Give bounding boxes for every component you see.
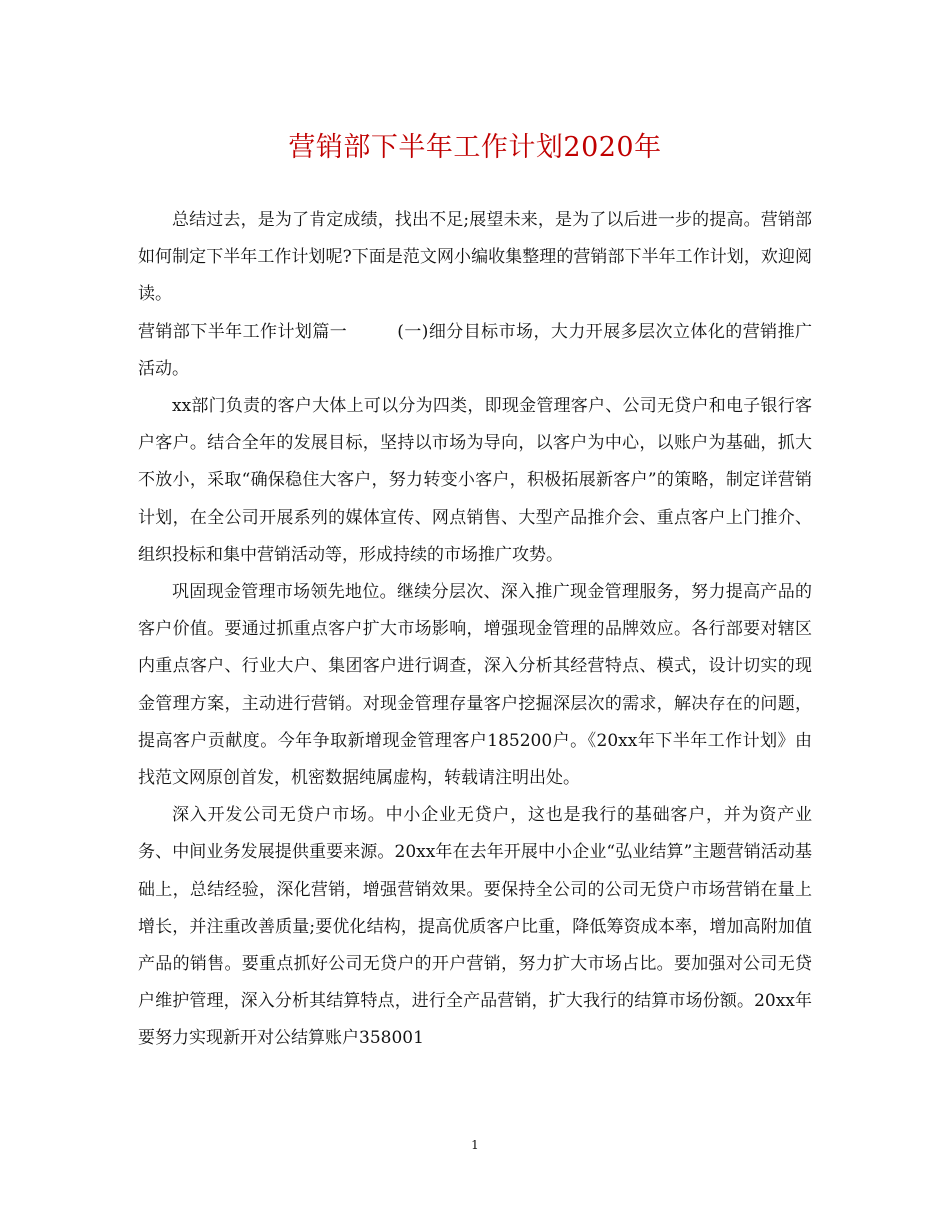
cash-management-paragraph: 巩固现金管理市场领先地位。继续分层次、深入推广现金管理服务，努力提高产品的客户价值。要通过抓重点客户扩大市场影响，增强现金管理的品牌效应。各行部要对辖区内重点客户、行业大户、集团客户进行调查，深入分析其经营特点、模式，设计切实的现金管理方案，主动进行营销。对现金管理存量客户挖掘深层次的需求，解决存在的问题，提高客户贡献度。今年争取新增现金管理客户185200户。《20xx年下半年工作计划》由找范文网原创首发，机密数据纯属虚构，转载请注明出处。 bbox=[138, 582, 812, 789]
no-loan-market-paragraph: 深入开发公司无贷户市场。中小企业无贷户，这也是我行的基础客户，并为资产业务、中间业务发展提供重要来源。20xx年在去年开展中小企业“弘业结算”主题营销活动基础上，总结经验，深化营销，增强营销效果。要保持全公司的公司无贷户市场营销在量上增长，并注重改善质量;要优化结构，提高优质客户比重，降低筹资成本率，增加高附加值产品的销售。要重点抓好公司无贷户的开户营销，努力扩大市场占比。要加强对公司无贷户维护管理，深入分析其结算特点，进行全产品营销，扩大我行的结算市场份额。20xx年要努力实现新开对公结算账户358001 bbox=[138, 805, 812, 1049]
section-heading: 营销部下半年工作计划篇一 bbox=[138, 321, 348, 342]
customer-types-paragraph: xx部门负责的客户大体上可以分为四类，即现金管理客户、公司无贷户和电子银行客户客户。结合全年的发展目标，坚持以市场为导向，以客户为中心，以账户为基础，抓大不放小，采取“确保稳住大客户，努力转变小客户，积极拓展新客户”的策略，制定详营销计划，在全公司开展系列的媒体宣传、网点销售、大型产品推介会、重点客户上门推介、组织投标和集中营销活动等，形成持续的市场推广攻势。 bbox=[138, 396, 812, 565]
subsection-heading: (一)细分目标市场，大力开展多层次立体化的营销推广活动。 bbox=[138, 321, 813, 379]
page-number: 1 bbox=[471, 1138, 479, 1152]
section-line bbox=[138, 314, 812, 388]
document-title: 营销部下半年工作计划2020年 bbox=[288, 132, 662, 163]
document-body bbox=[138, 202, 812, 1058]
intro-paragraph: 总结过去，是为了肯定成绩，找出不足;展望未来，是为了以后进一步的提高。营销部如何制定下半年工作计划呢?下面是范文网小编收集整理的营销部下半年工作计划，欢迎阅读。 bbox=[138, 210, 812, 305]
